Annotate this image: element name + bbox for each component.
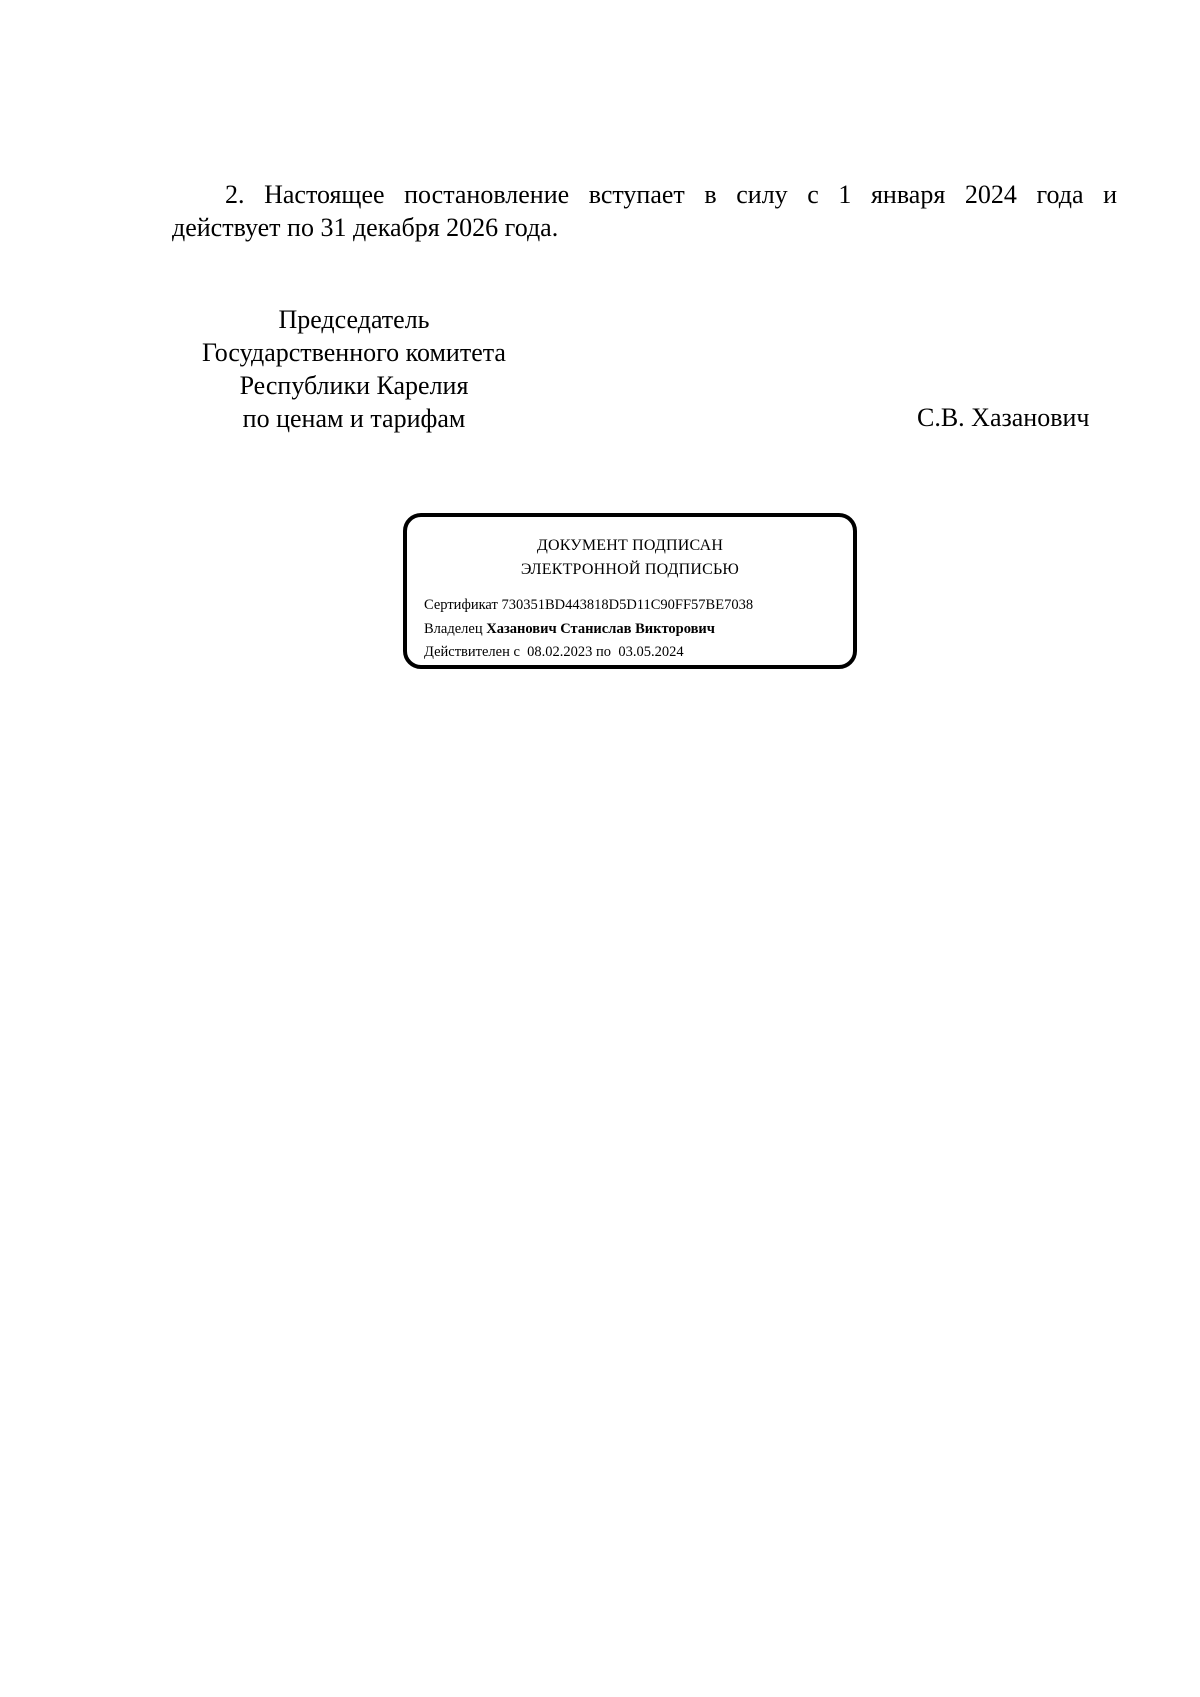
stamp-details — [424, 594, 753, 665]
position-line: Республики Карелия — [239, 371, 469, 400]
position-line: Председатель — [278, 305, 430, 334]
owner-value: Хазанович Станислав Викторович — [486, 620, 715, 637]
stamp-certificate-row — [424, 594, 753, 618]
signatory-name: С.В. Хазанович — [917, 403, 1090, 432]
certificate-label: Сертификат — [424, 597, 498, 613]
position-line: по ценам и тарифам — [242, 404, 466, 433]
stamp-owner-row — [424, 618, 753, 642]
valid-label: Действителен — [424, 644, 510, 660]
paragraph-line-1: 2. Настоящее постановление вступает в силу с 1 января 2024 года и — [225, 180, 1117, 209]
decree-paragraph — [172, 178, 1117, 244]
owner-label: Владелец — [424, 620, 483, 637]
valid-to: 03.05.2024 — [618, 644, 684, 660]
stamp-validity-row — [424, 641, 753, 665]
stamp-heading — [407, 534, 853, 582]
certificate-value: 730351BD443818D5D11C90FF57BE7038 — [501, 597, 754, 613]
position-line: Государственного комитета — [202, 338, 506, 367]
signatory-position — [178, 303, 530, 435]
valid-from: 08.02.2023 — [527, 644, 593, 660]
valid-from-prefix: с — [513, 644, 520, 660]
stamp-heading-line-2: ЭЛЕКТРОННОЙ ПОДПИСЬЮ — [520, 561, 740, 578]
electronic-signature-stamp — [403, 513, 857, 669]
stamp-heading-line-1: ДОКУМЕНТ ПОДПИСАН — [536, 537, 724, 554]
paragraph-line-2: действует по 31 декабря 2026 года. — [172, 213, 559, 242]
valid-to-prefix: по — [596, 644, 612, 660]
